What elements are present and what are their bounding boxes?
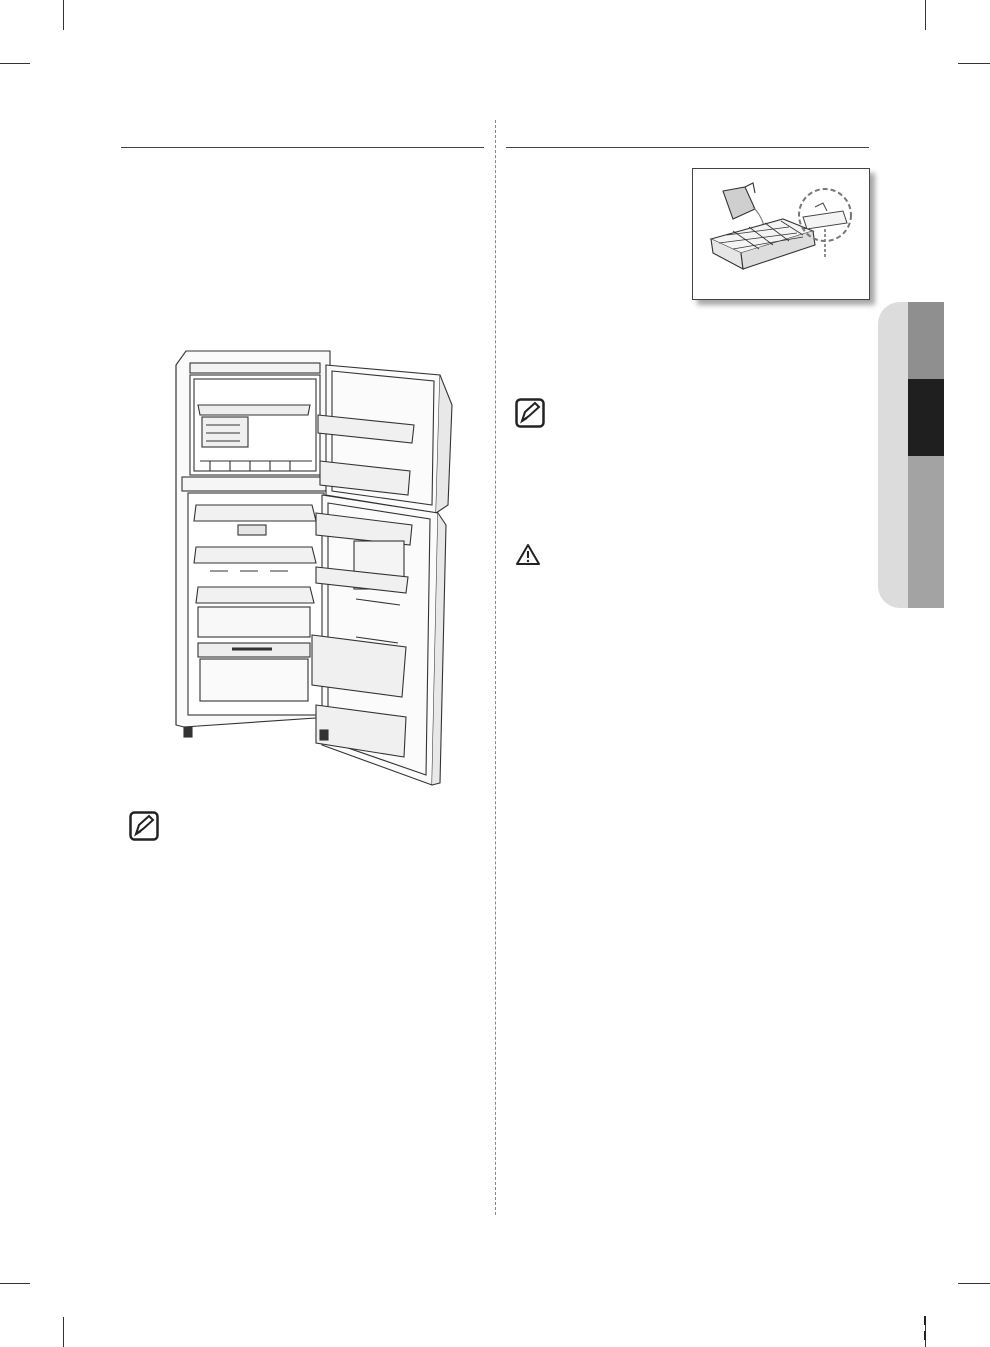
crop-mark-top-right-h [958, 63, 990, 64]
crop-mark-top-left-h [0, 63, 30, 64]
crop-mark-bottom-left-h [0, 1283, 30, 1284]
right-section-header-rule [506, 147, 869, 148]
ice-tray-filling-illustration [693, 169, 869, 299]
crop-mark-top-left-v [63, 0, 64, 30]
crop-mark-bottom-right-h [958, 1283, 990, 1284]
warning-triangle-icon [515, 543, 541, 566]
note-pencil-icon [515, 398, 545, 428]
page-marker-1 [924, 1316, 926, 1325]
chapter-tab-2-active [908, 379, 944, 456]
ice-tray-figure-box [692, 168, 870, 300]
chapter-side-tabs [878, 302, 944, 608]
crop-mark-bottom-left-v [63, 1317, 64, 1347]
chapter-tab-3 [908, 456, 944, 608]
note-pencil-icon [129, 811, 159, 841]
left-section-header-rule [121, 147, 484, 148]
page-marker-2 [924, 1331, 926, 1340]
refrigerator-open-doors-illustration [170, 345, 462, 790]
crop-mark-top-right-v [925, 0, 926, 30]
column-divider [495, 120, 496, 1215]
chapter-tab-1 [908, 302, 944, 379]
